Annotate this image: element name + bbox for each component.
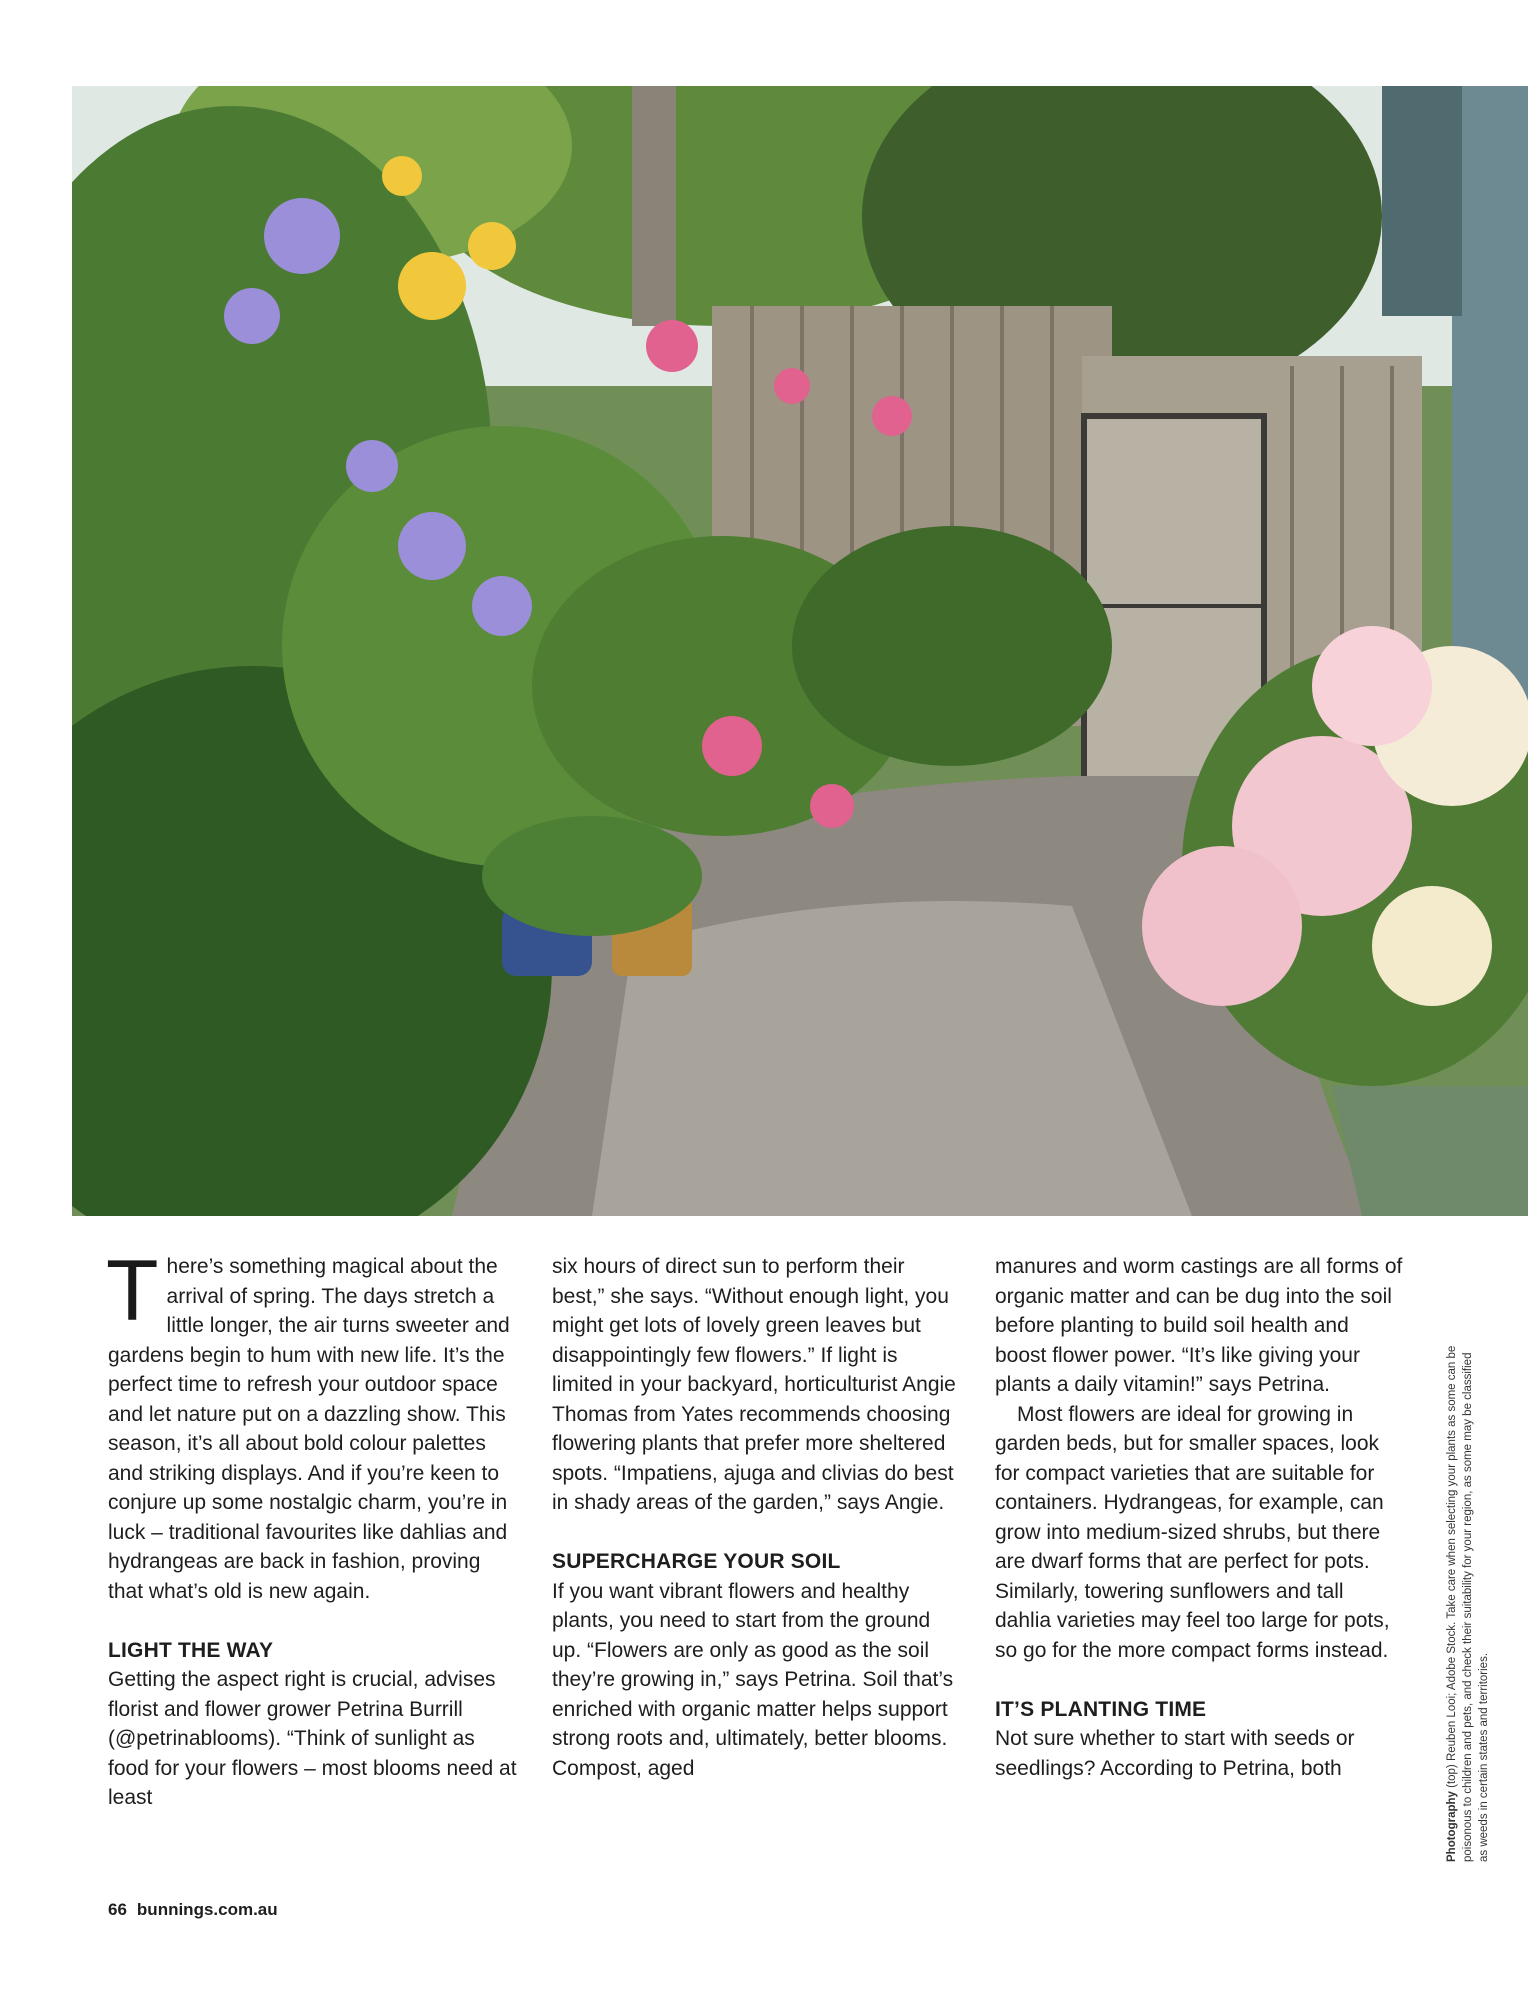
sun-paragraph: six hours of direct sun to perform their best,” she says. “Without enough light, you might get lots of lovely green leaves but disappointingly few flowers.” If light is limited in your backyard, horticulturist Angie Thomas from Yates recommends choosing flowering plants that prefer more sheltered spots. “Impatiens, ajuga and clivias do best in shady areas of the garden,” says Angie. (552, 1255, 956, 1514)
article-column-1 (106, 1243, 518, 1813)
heading-planting-time: IT’S PLANTING TIME (995, 1697, 1207, 1721)
intro-text: here’s something magical about the arrival of spring. The days stretch a little longer, the air turns sweeter and gardens begin to hum with new life. It’s the perfect time to refresh your outdoor space and let nature put on a dazzling show. This season, it’s all about bold colour palettes and striking displays. And if you’re keen to conjure up some nostalgic charm, you’re in luck – traditional favourites like dahlias and hydrangeas are back in fashion, proving that what’s old is new again. (108, 1255, 510, 1603)
page-footer (108, 1900, 278, 1920)
light-paragraph: Getting the aspect right is crucial, advises florist and flower grower Petrina Burrill (@petrinablooms). “Think of sunlight as food for your flowers – most blooms need at least (108, 1668, 517, 1809)
page-number: 66 (108, 1900, 127, 1919)
seeds-paragraph: Not sure whether to start with seeds or seedlings? According to Petrina, both (995, 1727, 1355, 1780)
heading-light-the-way: LIGHT THE WAY (108, 1638, 274, 1662)
footer-site: bunnings.com.au (136, 1900, 278, 1919)
garden-photo (72, 86, 1528, 1216)
credit-text: (top) Reuben Looi; Adobe Stock. Take care when selecting your plants as some can be poisonous to children and pets, and check their suitability for your region, as some may be classified as weeds in certain states and territories. (1446, 1345, 1490, 1862)
garden-illustration (72, 86, 1528, 1216)
article-column-3 (995, 1252, 1405, 1783)
heading-supercharge-soil: SUPERCHARGE YOUR SOIL (552, 1550, 841, 1573)
credit-label: Photography (1446, 1791, 1458, 1862)
drop-cap: T (106, 1243, 159, 1339)
article-column-2 (552, 1252, 962, 1783)
manures-paragraph: manures and worm castings are all forms of organic matter and can be dug into the soil before planting to build soil health and boost flower power. “It’s like giving your plants a daily vitamin!” says Petrina. (995, 1255, 1403, 1396)
soil-paragraph: If you want vibrant flowers and healthy plants, you need to start from the ground up. “Flowers are only as good as the soil they’re growing in,” says Petrina. Soil that’s enriched with organic matter helps support strong roots and, ultimately, better blooms. Compost, aged (552, 1579, 954, 1780)
intro-paragraph (106, 1243, 518, 1606)
containers-paragraph: Most flowers are ideal for growing in garden beds, but for smaller spaces, look for compact varieties that are suitable for containers. Hydrangeas, for example, can grow into medium-sized shrubs, but there are dwarf forms that are perfect for pots. Similarly, towering sunflowers and tall dahlia varieties may feel too large for pots, so go for the more compact forms instead. (995, 1402, 1390, 1662)
photo-credit (1444, 1342, 1492, 1862)
